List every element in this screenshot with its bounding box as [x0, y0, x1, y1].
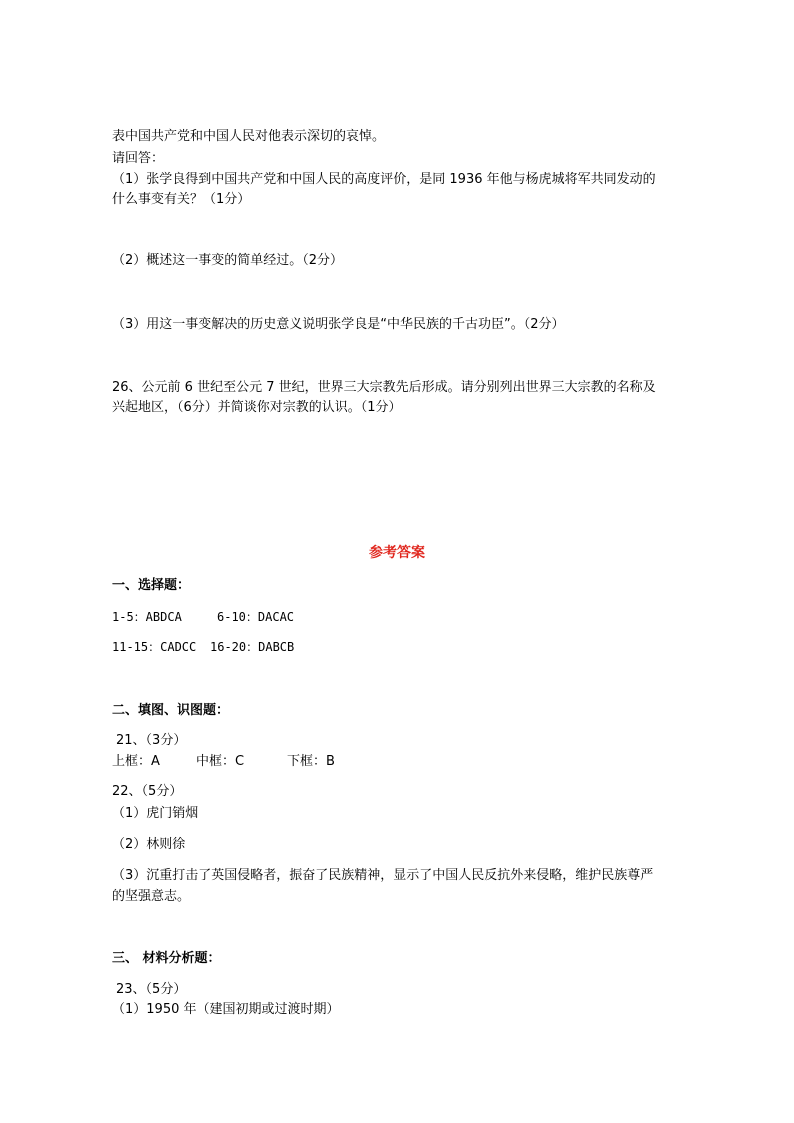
- question-3: （3）用这一事变解决的历史意义说明张学良是“中华民族的千古功臣”。（2分）: [112, 317, 565, 332]
- question-21-header: 21、（3分）: [116, 733, 187, 748]
- answer-key-title: 参考答案: [369, 545, 425, 561]
- question-26-line-2: 兴起地区，（6分）并简谈你对宗教的认识。（1分）: [112, 400, 402, 415]
- q22-answer-3-line-1: （3）沉重打击了英国侵略者，振奋了民族精神，显示了中国人民反抗外来侵略，维护民族尊严: [112, 868, 654, 883]
- question-2: （2）概述这一事变的简单经过。（2分）: [112, 253, 344, 268]
- answers-16-20: 16-20：DABCB: [210, 640, 295, 654]
- answers-6-10: 6-10：DACAC: [217, 610, 295, 624]
- answer-prompt: 请回答：: [112, 151, 165, 166]
- q21-upper-box: 上框：A: [112, 754, 160, 769]
- q21-lower-box: 下框：B: [287, 754, 335, 769]
- section-1-heading: 一、选择题：: [112, 578, 191, 593]
- section-3-heading: 三、 材料分析题：: [112, 951, 221, 966]
- question-1-line-2: 什么事变有关？（1分）: [112, 192, 251, 207]
- q21-middle-box: 中框：C: [196, 754, 245, 769]
- section-2-heading: 二、填图、识图题：: [112, 703, 230, 718]
- question-tail-line: 表中国共产党和中国人民对他表示深切的哀悼。: [112, 129, 386, 144]
- q22-answer-2: （2）林则徐: [112, 837, 186, 852]
- answers-1-5: 1-5：ABDCA: [112, 610, 182, 624]
- question-22-header: 22、（5分）: [112, 784, 183, 799]
- answers-11-15: 11-15：CADCC: [112, 640, 197, 654]
- question-26-line-1: 26、公元前 6 世纪至公元 7 世纪，世界三大宗教先后形成。请分别列出世界三大宗教的名称及: [112, 380, 656, 395]
- question-23-header: 23、（5分）: [116, 982, 187, 997]
- question-1-line-1: （1）张学良得到中国共产党和中国人民的高度评价，是同 1936 年他与杨虎城将军共同发动的: [112, 172, 656, 187]
- q22-answer-1: （1）虎门销烟: [112, 806, 199, 821]
- q22-answer-3-line-2: 的坚强意志。: [112, 889, 191, 904]
- q23-answer-1: （1）1950 年（建国初期或过渡时期）: [112, 1002, 340, 1017]
